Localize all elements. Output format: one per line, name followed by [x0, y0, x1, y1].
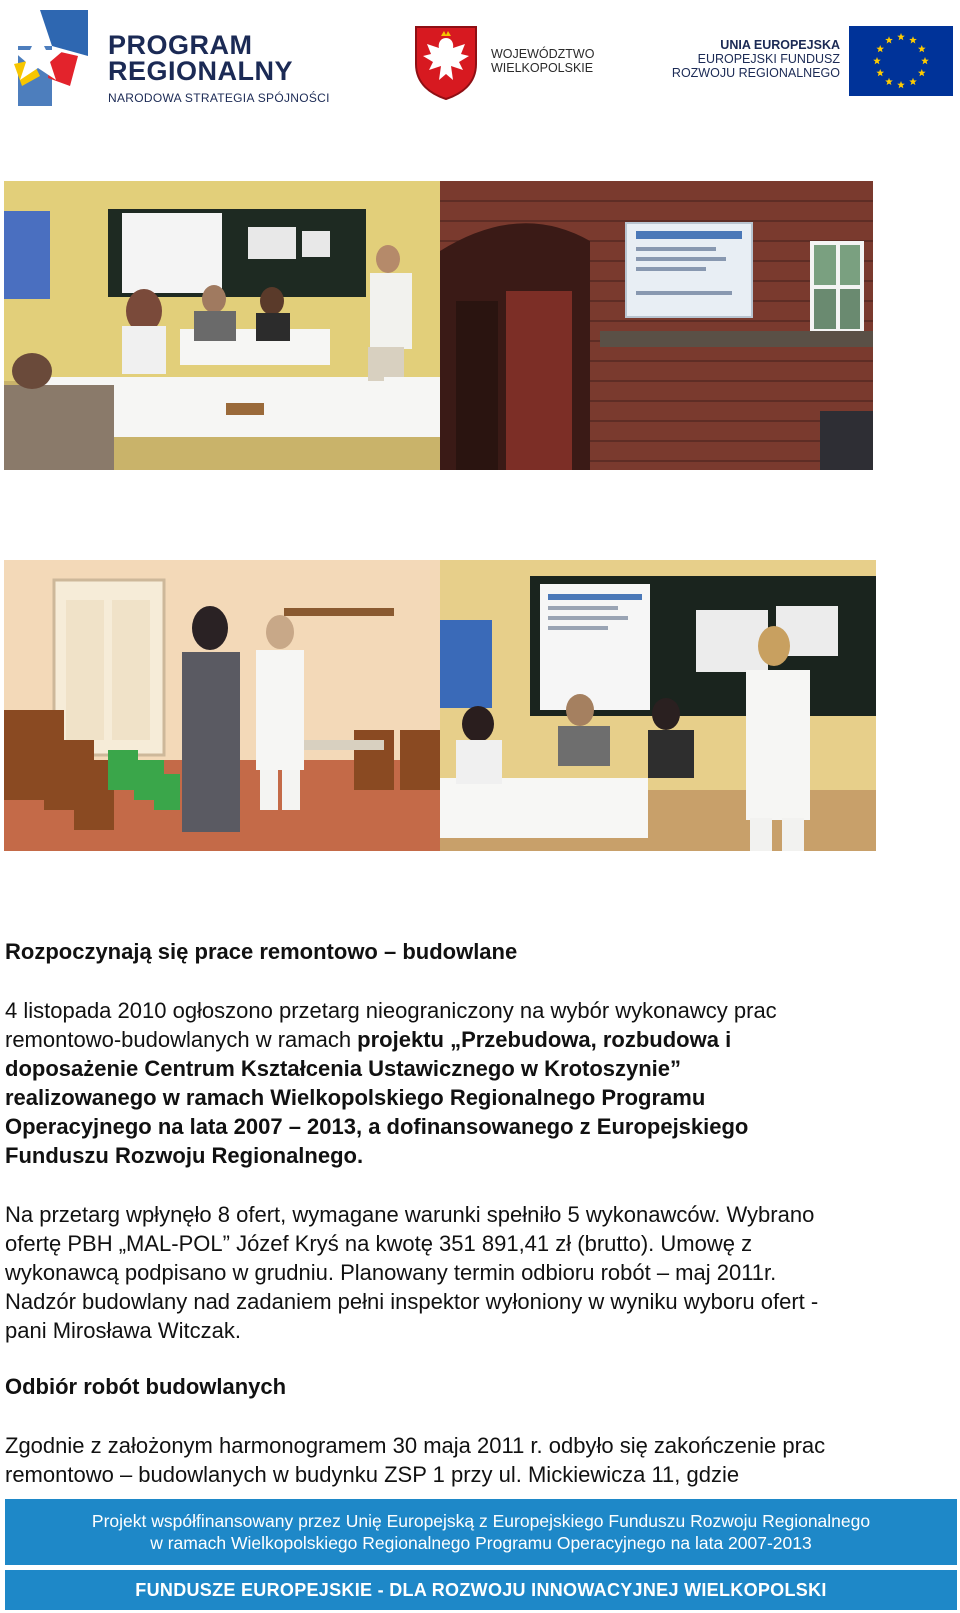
meeting-classroom-photo: [4, 181, 440, 470]
section-heading-acceptance: Odbiór robót budowlanych: [5, 1374, 287, 1399]
cofinancing-line2: w ramach Wielkopolskiego Regionalnego Programu Operacyjnego na lata 2007-2013: [150, 1533, 812, 1553]
text-bold: doposażenie Centrum Kształcenia Ustawicznego w Krotoszynie”: [5, 1056, 682, 1081]
paragraph-offers: [5, 1200, 955, 1345]
text-line: [5, 1054, 955, 1083]
meeting-table-photo: [440, 560, 876, 851]
page-header: [0, 0, 960, 130]
text-line: pani Mirosława Witczak.: [5, 1318, 241, 1343]
text-line: [5, 1083, 955, 1112]
eu-label-line3: ROZWOJU REGIONALNEGO: [671, 66, 840, 80]
voivodeship-line1: WOJEWÓDZTWO: [491, 47, 595, 61]
eu-label-line2: EUROPEJSKI FUNDUSZ: [697, 52, 840, 66]
photo-icon: [4, 560, 440, 851]
program-logo-title: [108, 32, 293, 84]
text-normal: 4 listopada 2010 ogłoszono przetarg nieograniczony na wybór wykonawcy prac: [5, 998, 777, 1023]
text-line: remontowo – budowlanych w budynku ZSP 1 przy ul. Mickiewicza 11, gdzie: [5, 1462, 740, 1487]
eu-flag-icon: [849, 26, 953, 96]
eu-label-line1: UNIA EUROPEJSKA: [720, 38, 840, 52]
text-line: Na przetarg wpłynęło 8 ofert, wymagane warunki spełniło 5 wykonawców. Wybrano: [5, 1202, 815, 1227]
voivodeship-name: [491, 47, 594, 75]
text-bold: Operacyjnego na lata 2007 – 2013, a dofinansowanego z Europejskiego: [5, 1114, 749, 1139]
program-logo-line1: PROGRAM: [108, 30, 253, 60]
program-logo-subtitle: NARODOWA STRATEGIA SPÓJNOŚCI: [108, 91, 330, 105]
section-heading-works-start: Rozpoczynają się prace remontowo – budowlane: [5, 939, 518, 964]
brick-building-board-photo: [440, 181, 873, 470]
text-normal: remontowo-budowlanych w ramach: [5, 1027, 358, 1052]
photo-icon: [440, 181, 873, 470]
eu-fund-label: [640, 38, 840, 80]
program-regionalny-logo: [12, 6, 352, 106]
text-line: ofertę PBH „MAL-POL” Józef Kryś na kwotę 351 891,41 zł (brutto). Umowę z: [5, 1231, 753, 1256]
text-line: [5, 1141, 955, 1170]
room-chairs-photo: [4, 560, 440, 851]
text-line: wykonawcą podpisano w grudniu. Planowany termin odbioru robót – maj 2011r.: [5, 1260, 777, 1285]
text-line: [5, 1025, 955, 1054]
text-line: [5, 996, 955, 1025]
paragraph-tender: [5, 996, 955, 1170]
voivodeship-line2: WIELKOPOLSKIE: [491, 61, 594, 75]
cofinancing-banner: [5, 1499, 957, 1565]
cofinancing-line1: Projekt współfinansowany przez Unię Europejską z Europejskiego Funduszu Rozwoju Regionalnego: [91, 1511, 871, 1531]
text-line: Zgodnie z założonym harmonogramem 30 maja 2011 r. odbyło się zakończenie prac: [5, 1433, 826, 1458]
program-regionalny-logo-icon: [12, 6, 92, 106]
voivodeship-logo: [413, 24, 613, 100]
text-line: Nadzór budowlany nad zadaniem pełni inspektor wyłoniony w wyniku wyboru ofert -: [5, 1289, 819, 1314]
eagle-coat-of-arms-icon: [413, 24, 479, 100]
program-logo-line2: REGIONALNY: [108, 56, 294, 86]
text-bold: Funduszu Rozwoju Regionalnego.: [5, 1143, 364, 1168]
text-line: [5, 1112, 955, 1141]
text-bold: realizowanego w ramach Wielkopolskiego Regionalnego Programu: [5, 1085, 706, 1110]
photo-icon: [440, 560, 876, 851]
slogan-banner: FUNDUSZE EUROPEJSKIE - DLA ROZWOJU INNOWACYJNEJ WIELKOPOLSKI: [5, 1570, 957, 1610]
text-bold: projektu „Przebudowa, rozbudowa i: [357, 1027, 732, 1052]
photo-icon: [4, 181, 440, 470]
paragraph-acceptance: [5, 1431, 955, 1489]
